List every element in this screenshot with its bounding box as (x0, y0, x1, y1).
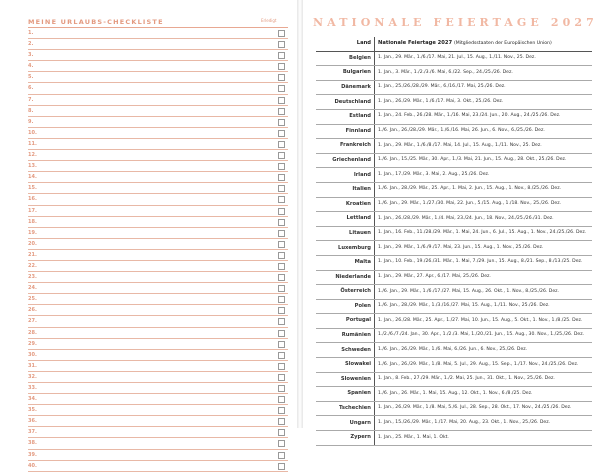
checklist-number: 19. (28, 229, 37, 236)
checkbox[interactable] (278, 152, 285, 159)
checklist-number: 2. (28, 41, 34, 48)
checkbox[interactable] (278, 285, 285, 292)
checklist-row (28, 106, 288, 117)
country-cell: Litauen (316, 226, 375, 241)
checklist-number: 8. (28, 107, 34, 114)
checklist-number: 25. (28, 296, 37, 303)
country-cell: Slowenien (316, 372, 375, 387)
checkbox[interactable] (278, 407, 285, 414)
checklist-row (28, 272, 288, 283)
country-cell: Finnland (316, 124, 375, 139)
checkbox[interactable] (278, 30, 285, 37)
dates-cell: 1./6. Jan., 28./29. Mär., 1./3./16./27. Mai, 15. Aug., 1./11. Nov., 25./26. Dez. (375, 299, 593, 314)
checklist-number: 26. (28, 307, 37, 314)
checkbox[interactable] (278, 452, 285, 459)
country-cell: Tschechien (316, 401, 375, 416)
checkbox[interactable] (278, 385, 285, 392)
checklist-row (28, 83, 288, 94)
table-row (316, 51, 592, 66)
checklist-row (28, 217, 288, 228)
country-cell: Dänemark (316, 80, 375, 95)
checklist-number: 17. (28, 207, 37, 214)
dates-cell: 1./6. Jan., 15./25. Mär., 30. Apr., 1./3. Mai, 21. Jun., 15. Aug., 28. Okt., 25./26. Dez. (375, 153, 593, 168)
checklist-number: 40. (28, 462, 37, 469)
table-row (316, 241, 592, 256)
checklist-number: 4. (28, 63, 34, 70)
checklist-number: 24. (28, 285, 37, 292)
checklist-row (28, 128, 288, 139)
header-country: Land (316, 37, 375, 51)
checklist-number: 34. (28, 396, 37, 403)
country-cell: Spanien (316, 387, 375, 402)
dates-cell: 1./2./6./7./24. Jan., 30. Apr., 1./2./3. Mai, 1./20./21. Jun., 15. Aug., 30. Nov., 1./25./26. Dez. (375, 328, 593, 343)
country-cell: Niederlande (316, 270, 375, 285)
dates-cell: 1. Jan., 8. Feb., 27./29. Mär., 1./2. Mai, 25. Jun., 31. Okt., 1. Nov., 25./26. Dez. (375, 372, 593, 387)
checkbox[interactable] (278, 52, 285, 59)
country-cell: Bulgarien (316, 66, 375, 81)
table-row (316, 80, 592, 95)
checklist-row (28, 39, 288, 50)
checklist-row (28, 450, 288, 461)
checklist-number: 39. (28, 451, 37, 458)
checkbox[interactable] (278, 341, 285, 348)
checkbox[interactable] (278, 418, 285, 425)
checklist-row (28, 372, 288, 383)
checklist-number: 21. (28, 251, 37, 258)
checkbox[interactable] (278, 130, 285, 137)
checklist-row (28, 250, 288, 261)
checklist-row (28, 172, 288, 183)
table-row (316, 95, 592, 110)
table-row (316, 197, 592, 212)
header-dates-label: Nationale Feiertage 2027 (378, 40, 453, 46)
dates-cell: 1. Jan., 15./26./29. Mär., 1./17. Mai, 20. Aug., 23. Okt., 1. Nov., 25./26. Dez. (375, 416, 593, 431)
checklist-row (28, 228, 288, 239)
checklist-row (28, 339, 288, 350)
country-cell: Frankreich (316, 139, 375, 154)
country-cell: Polen (316, 299, 375, 314)
checklist-row (28, 394, 288, 405)
checklist-row (28, 361, 288, 372)
checklist-row (28, 438, 288, 449)
checkbox[interactable] (278, 263, 285, 270)
checklist-row (28, 416, 288, 427)
dates-cell: 1. Jan., 26./29. Mär., 1./8. Mai, 5./6. Jul., 28. Sep., 28. Okt., 17. Nov., 24./25./26. Dez. (375, 401, 593, 416)
country-cell: Belgien (316, 51, 375, 66)
checkbox[interactable] (278, 119, 285, 126)
checklist-number: 11. (28, 140, 37, 147)
table-header-row (316, 37, 592, 51)
checklist-number: 33. (28, 385, 37, 391)
checklist-row (28, 328, 288, 339)
country-cell: Kroatien (316, 197, 375, 212)
checklist-number: 30. (28, 351, 37, 358)
dates-cell: 1. Jan., 29. Mär., 1./6./8./17. Mai, 14. Jul., 15. Aug., 1./11. Nov., 25. Dez. (375, 139, 593, 154)
checklist-row (28, 283, 288, 294)
checklist-row (28, 383, 288, 394)
dates-cell: 1. Jan., 25. Mär., 1. Mai, 1. Okt. (375, 431, 593, 446)
dates-cell: 1. Jan., 16. Feb., 11./28./29. Mär., 1. Mai, 24. Jun., 6. Jul., 15. Aug., 1. Nov., 24./25./26. Dez. (375, 226, 593, 241)
country-cell: Zypern (316, 431, 375, 446)
table-row (316, 109, 592, 124)
checklist-row (28, 316, 288, 327)
table-row (316, 153, 592, 168)
right-page (303, 0, 600, 441)
holidays-title: NATIONALE FEIERTAGE 2027 (313, 16, 598, 29)
dates-cell: 1. Jan., 25./26./28./29. Mär., 6./16./17. Mai, 25./26. Dez. (375, 80, 593, 95)
dates-cell: 1. Jan., 10. Feb., 19./26./31. Mär., 1. Mai, 7./29. Jun., 15. Aug., 8./21. Sep., 8./13./25. Dez. (375, 255, 593, 270)
checklist-number: 27. (28, 318, 37, 325)
checkbox[interactable] (278, 429, 285, 436)
dates-cell: 1./6. Jan., 29. Mär., 1./6./17./27. Mai, 15. Aug., 26. Okt., 1. Nov., 8./25./26. Dez. (375, 285, 593, 300)
dates-cell: 1./6. Jan., 26./29. Mär., 1./8. Mai, 5. Jul., 29. Aug., 15. Sep., 1./17. Nov., 24./25./26. Dez. (375, 358, 593, 373)
table-row (316, 299, 592, 314)
checkbox[interactable] (278, 108, 285, 115)
checkbox[interactable] (278, 274, 285, 281)
header-dates-sub: (Mitgliedsstaaten der Europäischen Union) (453, 41, 552, 46)
table-row (316, 328, 592, 343)
dates-cell: 1./6. Jan., 29. Mär., 1./27./30. Mai, 22. Jun., 5./15. Aug., 1./18. Nov., 25./26. Dez. (375, 197, 593, 212)
dates-cell: 1. Jan., 24. Feb., 26./28. Mär., 1./16. Mai, 23./24. Jun., 20. Aug., 24./25./26. Dez. (375, 109, 593, 124)
checklist-number: 7. (28, 96, 34, 103)
table-row (316, 66, 592, 81)
done-column-label: Erledigt (261, 18, 277, 23)
checklist-row (28, 305, 288, 316)
checkbox[interactable] (278, 440, 285, 447)
dates-cell: 1./6. Jan., 28./29. Mär., 25. Apr., 1. Mai, 2. Jun., 15. Aug., 1. Nov., 8./25./26. Dez. (375, 182, 593, 197)
checklist-number: 20. (28, 240, 37, 247)
checklist-row (28, 161, 288, 172)
checkbox[interactable] (278, 296, 285, 303)
dates-cell: 1. Jan., 26./28./29. Mär., 1./4. Mai, 23./24. Jun., 18. Nov., 24./25./26./31. Dez. (375, 212, 593, 227)
checklist-number: 16. (28, 196, 37, 203)
dates-cell: 1. Jan., 29. Mär., 1./6./9./17. Mai, 23. Jun., 15. Aug., 1. Nov., 25./26. Dez. (375, 241, 593, 256)
table-row (316, 358, 592, 373)
checkbox[interactable] (278, 85, 285, 92)
country-cell: Luxemburg (316, 241, 375, 256)
table-row (316, 270, 592, 285)
dates-cell: 1. Jan., 26./28. Mär., 25. Apr., 1./27. Mai, 10. Jun., 15. Aug., 5. Okt., 1. Nov., 1./8./25. Dez. (375, 314, 593, 329)
checklist-row (28, 117, 288, 128)
country-cell: Slowakei (316, 358, 375, 373)
table-row (316, 343, 592, 358)
checkbox[interactable] (278, 174, 285, 181)
country-cell: Estland (316, 109, 375, 124)
table-row (316, 255, 592, 270)
table-row (316, 124, 592, 139)
checklist-number: 6. (28, 85, 34, 92)
checklist-row (28, 139, 288, 150)
checkbox[interactable] (278, 41, 285, 48)
checklist-number: 9. (28, 118, 34, 125)
checklist-number: 28. (28, 329, 37, 336)
country-cell: Griechenland (316, 153, 375, 168)
checklist-row (28, 50, 288, 61)
checklist-number: 12. (28, 152, 37, 159)
checklist-row (28, 405, 288, 416)
checklist-row (28, 95, 288, 106)
checklist-number: 23. (28, 274, 37, 281)
country-cell: Irland (316, 168, 375, 183)
checklist-number: 29. (28, 340, 37, 347)
table-row (316, 401, 592, 416)
checkbox[interactable] (278, 396, 285, 403)
checklist-number: 3. (28, 52, 34, 59)
table-row (316, 285, 592, 300)
checklist-row (28, 150, 288, 161)
checkbox[interactable] (278, 374, 285, 381)
checkbox[interactable] (278, 307, 285, 314)
country-cell: Österreich (316, 285, 375, 300)
checklist-row (28, 294, 288, 305)
dates-cell: 1./6. Jan., 26./28./29. Mär., 1./6./16. Mai, 26. Jun., 6. Nov., 6./25./26. Dez. (375, 124, 593, 139)
checklist-row (28, 427, 288, 438)
country-cell: Ungarn (316, 416, 375, 431)
table-row (316, 314, 592, 329)
table-row (316, 387, 592, 402)
checkbox[interactable] (278, 185, 285, 192)
dates-cell: 1. Jan., 3. Mär., 1./2./3./6. Mai, 6./22. Sep., 24./25./26. Dez. (375, 66, 593, 81)
checklist-number: 32. (28, 373, 37, 380)
country-cell: Deutschland (316, 95, 375, 110)
checklist-number: 35. (28, 407, 37, 414)
checklist-row (28, 183, 288, 194)
country-cell: Lettland (316, 212, 375, 227)
checklist-title: MEINE URLAUBS-CHECKLISTE (28, 18, 164, 26)
checklist-number: 31. (28, 362, 37, 369)
checklist-row (28, 261, 288, 272)
checklist-row (28, 461, 288, 472)
checklist-number: 22. (28, 262, 37, 269)
country-cell: Schweden (316, 343, 375, 358)
checklist-number: 36. (28, 418, 37, 425)
checkbox[interactable] (278, 208, 285, 215)
header-dates (375, 37, 593, 51)
table-row (316, 431, 592, 446)
dates-cell: 1. Jan., 17./29. Mär., 3. Mai, 2. Aug., 25./26. Dez. (375, 168, 593, 183)
table-row (316, 226, 592, 241)
holidays-table (316, 37, 592, 446)
checklist-row (28, 194, 288, 205)
checkbox[interactable] (278, 241, 285, 248)
checkbox[interactable] (278, 141, 285, 148)
checkbox[interactable] (278, 163, 285, 170)
country-cell: Italien (316, 182, 375, 197)
checklist-number: 38. (28, 440, 37, 447)
checklist-row (28, 61, 288, 72)
left-page (0, 0, 297, 469)
dates-cell: 1. Jan., 29. Mär., 1./6./17. Mai, 21. Jul., 15. Aug., 1./11. Nov., 25. Dez. (375, 51, 593, 66)
checkbox[interactable] (278, 463, 285, 470)
checkbox[interactable] (278, 318, 285, 325)
checkbox[interactable] (278, 219, 285, 226)
checklist-number: 37. (28, 429, 37, 436)
table-row (316, 372, 592, 387)
checklist-number: 13. (28, 163, 37, 170)
checkbox[interactable] (278, 352, 285, 359)
checklist-number: 18. (28, 218, 37, 225)
checklist-number: 10. (28, 129, 37, 136)
checklist-number: 15. (28, 185, 37, 192)
checklist-row (28, 239, 288, 250)
checkbox[interactable] (278, 363, 285, 370)
checkbox[interactable] (278, 74, 285, 81)
table-row (316, 182, 592, 197)
dates-cell: 1./6. Jan., 26./29. Mär., 1./6. Mai, 6./26. Jun., 6. Nov., 25./26. Dez. (375, 343, 593, 358)
dates-cell: 1. Jan., 29. Mär., 27. Apr., 6./17. Mai, 25./26. Dez. (375, 270, 593, 285)
checkbox[interactable] (278, 230, 285, 237)
checklist-row (28, 28, 288, 39)
dates-cell: 1./6. Jan., 26. Mär., 1. Mai, 15. Aug., 12. Okt., 1. Nov., 6./8./25. Dez. (375, 387, 593, 402)
table-row (316, 212, 592, 227)
checkbox[interactable] (278, 252, 285, 259)
checkbox[interactable] (278, 97, 285, 104)
table-row (316, 168, 592, 183)
checklist-number: 1. (28, 30, 34, 36)
table-row (316, 139, 592, 154)
checkbox[interactable] (278, 330, 285, 337)
table-row (316, 416, 592, 431)
checklist-number: 5. (28, 74, 34, 81)
dates-cell: 1. Jan., 26./29. Mär., 1./6./17. Mai, 3. Okt., 25./26. Dez. (375, 95, 593, 110)
checklist-number: 14. (28, 174, 37, 181)
checklist (28, 28, 288, 472)
checklist-row (28, 72, 288, 83)
checkbox[interactable] (278, 196, 285, 203)
checklist-row (28, 206, 288, 217)
country-cell: Portugal (316, 314, 375, 329)
checklist-row (28, 350, 288, 361)
country-cell: Malta (316, 255, 375, 270)
country-cell: Rumänien (316, 328, 375, 343)
checkbox[interactable] (278, 63, 285, 70)
